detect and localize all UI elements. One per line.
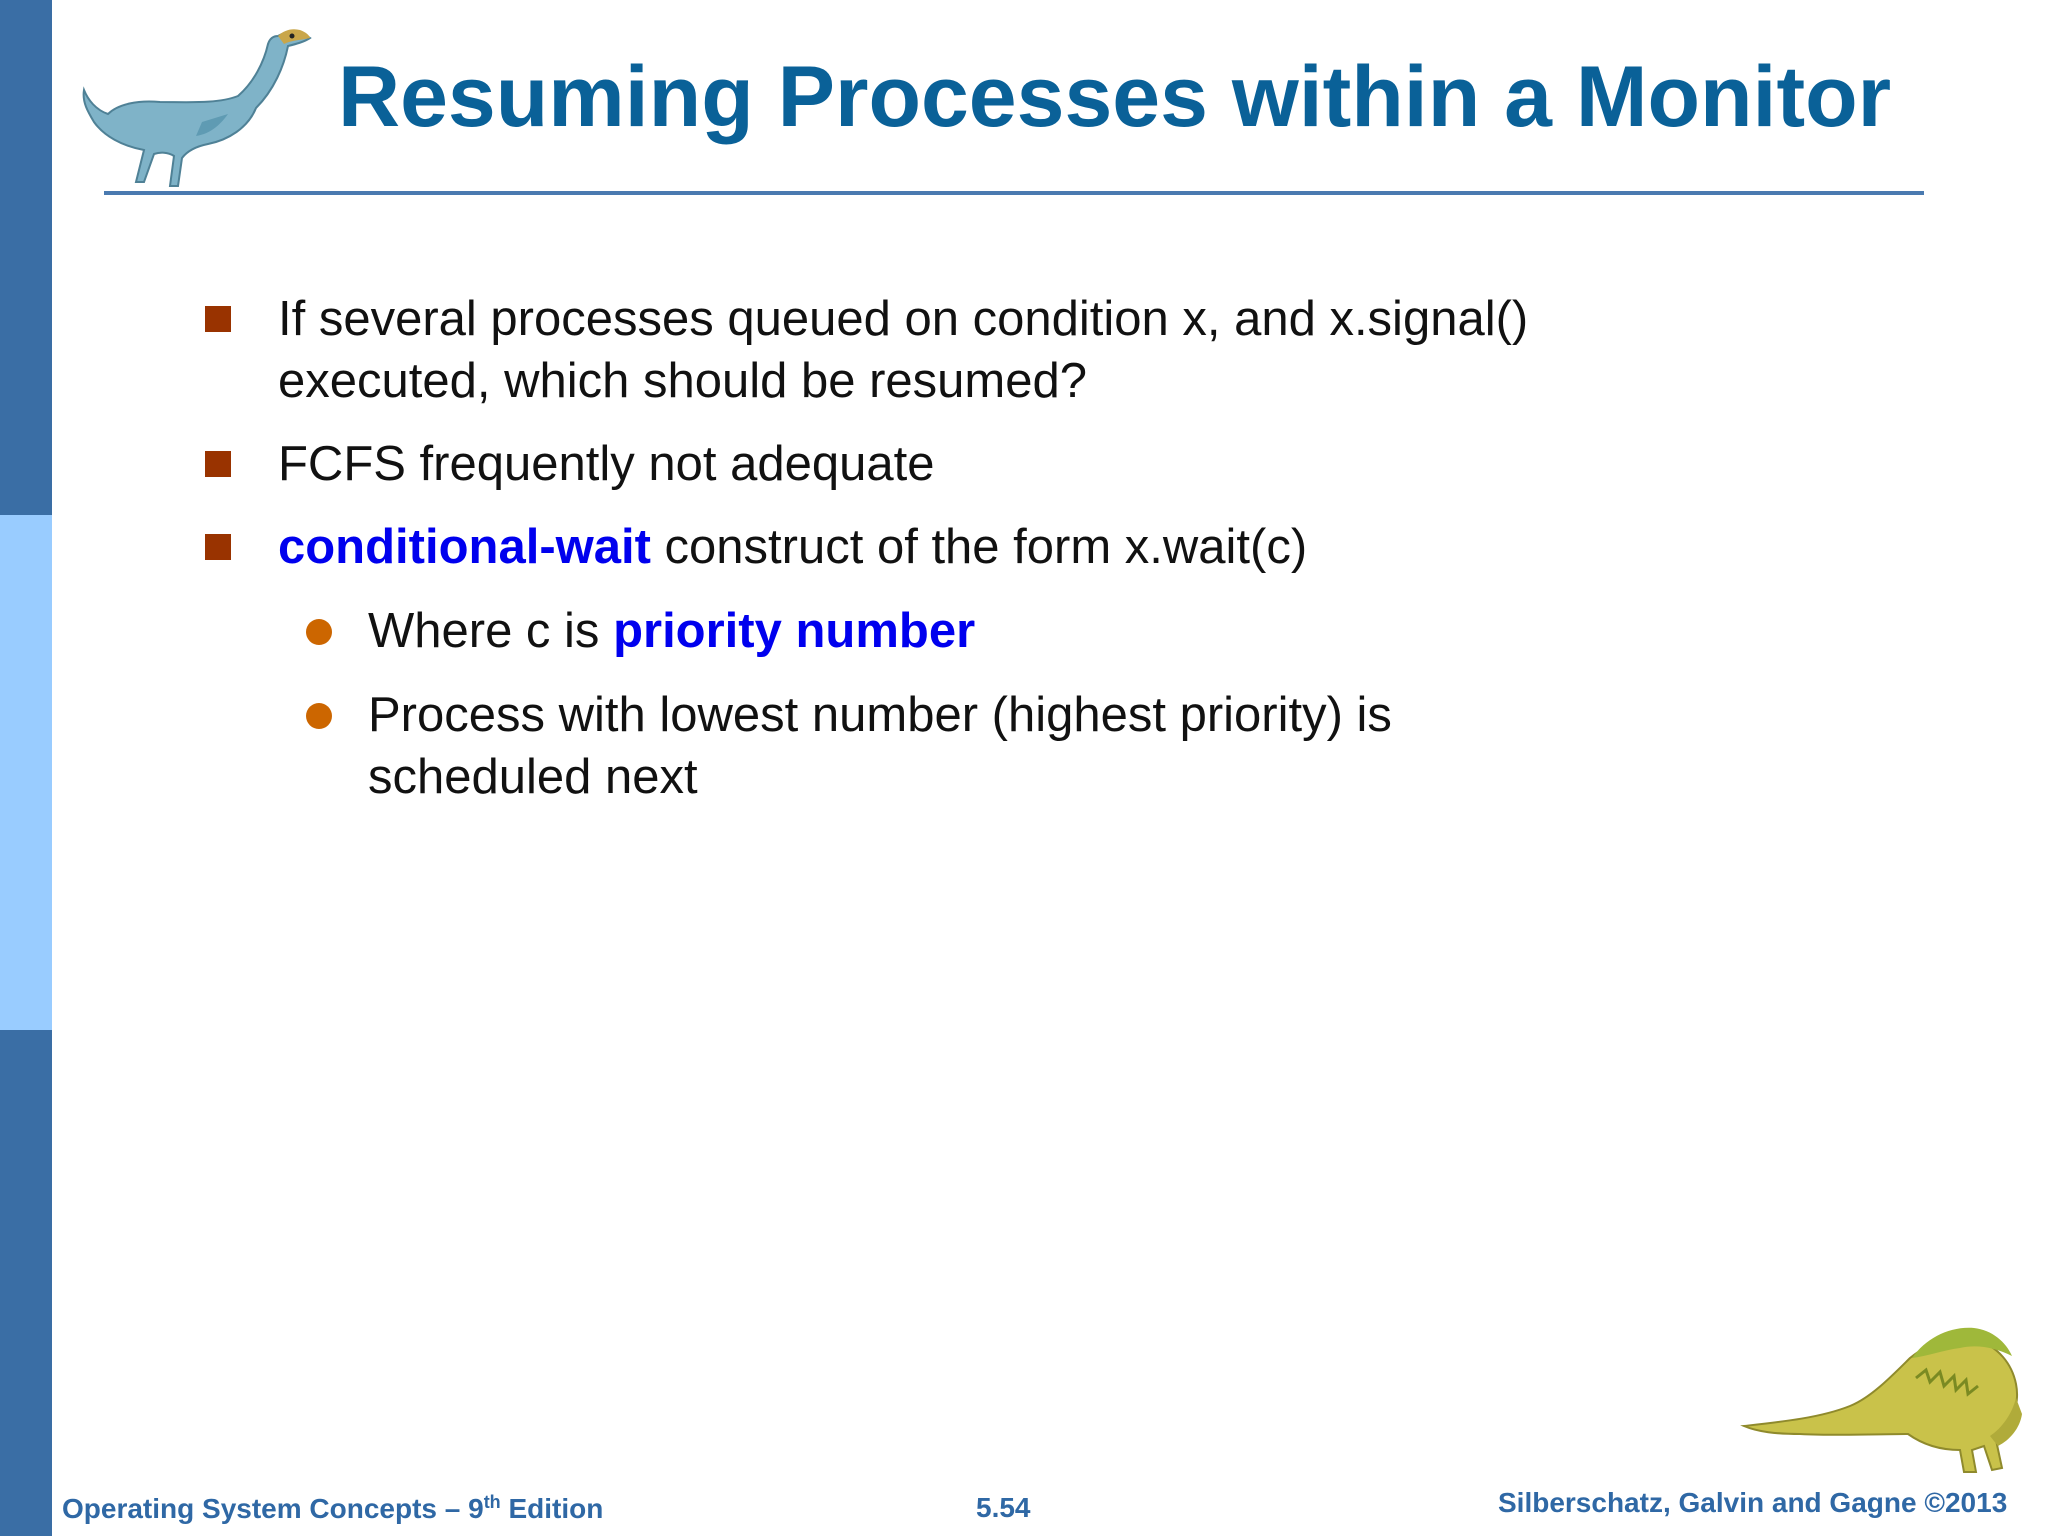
dinosaur-icon — [78, 18, 316, 188]
footer-edition-label: Edition — [500, 1493, 604, 1524]
sub-bullet-1 — [368, 600, 975, 662]
bullet-1-line-2: executed, which should be resumed? — [278, 354, 1088, 408]
bullet-1 — [278, 288, 1528, 412]
dinosaur-icon — [1740, 1318, 2030, 1478]
footer-authors: Silberschatz, Galvin and Gagne ©2013 — [1498, 1487, 2008, 1518]
sub-bullet-2-line-2: scheduled next — [368, 750, 698, 804]
round-bullet-icon — [306, 619, 332, 645]
slide-number: 5.54 — [976, 1492, 1031, 1523]
title-divider — [104, 191, 1924, 195]
sub-bullet-1-text: Where c is — [368, 604, 614, 658]
bullet-2: FCFS frequently not adequate — [278, 437, 935, 491]
bullet-1-line-1: If several processes queued on condition x, and x.signal() — [278, 292, 1529, 346]
sub-bullet-1-keyword: priority number — [613, 604, 976, 658]
side-bar — [0, 0, 52, 1536]
square-bullet-icon — [205, 534, 231, 560]
footer-edition-superscript: th — [483, 1492, 501, 1512]
slide-title: Resuming Processes within a Monitor — [338, 49, 1892, 145]
sub-bullet-2 — [368, 684, 1392, 808]
sub-bullet-2-line-1: Process with lowest number (highest priority) is — [368, 688, 1392, 742]
footer-book-title-text: Operating System Concepts – 9 — [62, 1493, 484, 1524]
bullet-3 — [278, 516, 1307, 578]
square-bullet-icon — [205, 306, 231, 332]
bullet-3-text: construct of the form x.wait(c) — [650, 520, 1308, 574]
round-bullet-icon — [306, 703, 332, 729]
bullet-3-keyword: conditional-wait — [278, 520, 651, 574]
square-bullet-icon — [205, 451, 231, 477]
footer-book-title — [62, 1492, 603, 1525]
side-bar-highlight — [0, 515, 52, 1030]
